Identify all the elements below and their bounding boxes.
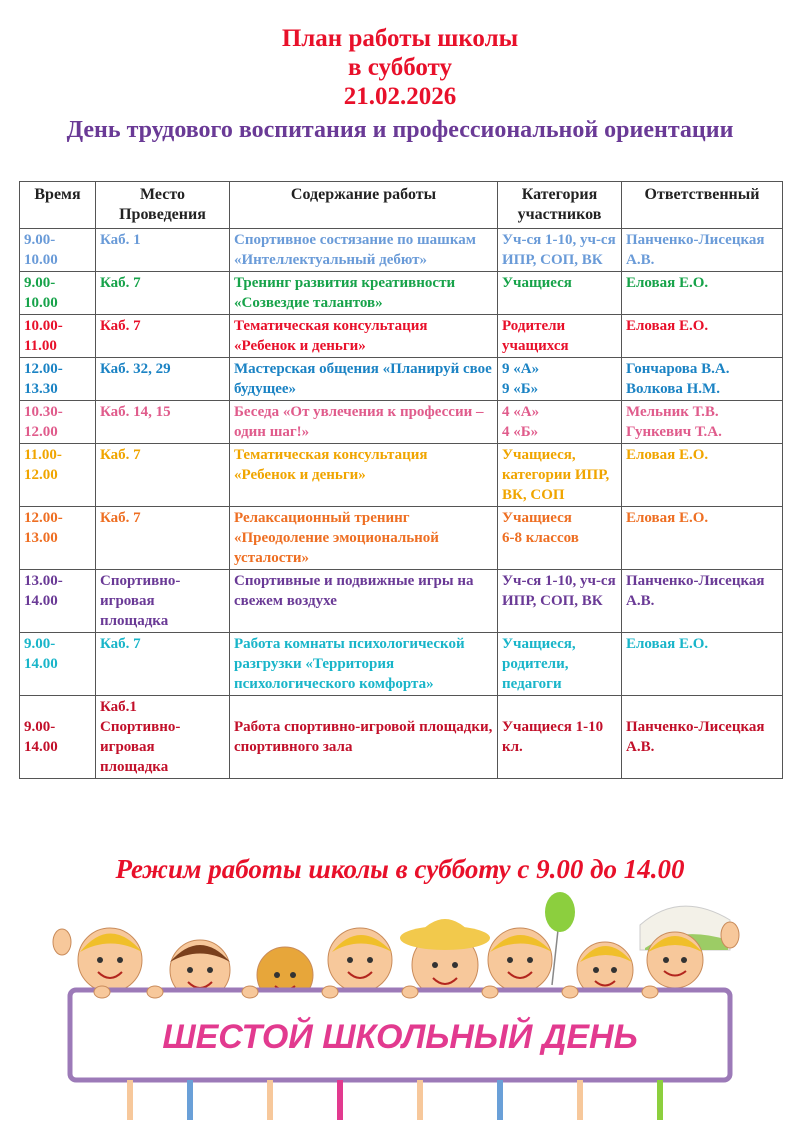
table-row <box>20 444 783 507</box>
cell-content: Работа спортивно-игровой площадки, спортивного зала <box>230 696 498 779</box>
cell-content: Спортивное состязание по шашкам «Интеллектуальный дебют» <box>230 229 498 272</box>
cell-place: Каб. 7 <box>96 507 230 570</box>
table-row <box>20 696 783 779</box>
cell-responsible: Панченко-Лисецкая А.В. <box>622 229 783 272</box>
cell-responsible: Гончарова В.А. Волкова Н.М. <box>622 358 783 401</box>
page-subtitle: День трудового воспитания и профессиональной ориентации <box>66 117 734 143</box>
cell-place: Каб.1 Спортивно-игровая площадка <box>96 696 230 779</box>
col-header-place: Место Проведения <box>96 182 230 229</box>
cell-category: 9 «А» 9 «Б» <box>498 358 622 401</box>
cell-time: 12.00- 13.00 <box>20 507 96 570</box>
cell-place: Каб. 14, 15 <box>96 401 230 444</box>
title-date: 21.02.2026 <box>343 83 457 110</box>
working-hours-note: Режим работы школы в субботу с 9.00 до 14.00 <box>115 854 685 884</box>
col-header-responsible: Ответственный <box>622 182 783 229</box>
cell-time: 9.00- 10.00 <box>20 272 96 315</box>
title-line-1: План работы школы <box>281 25 519 52</box>
cell-category: Уч-ся 1-10, уч-ся ИПР, СОП, ВК <box>498 229 622 272</box>
cell-content: Спортивные и подвижные игры на свежем воздухе <box>230 570 498 633</box>
cell-time: 9.00- 10.00 <box>20 229 96 272</box>
table-row <box>20 570 783 633</box>
cell-content: Тематическая консультация «Ребенок и деньги» <box>230 444 498 507</box>
cell-time: 11.00- 12.00 <box>20 444 96 507</box>
table-row <box>20 315 783 358</box>
cell-category: 4 «А» 4 «Б» <box>498 401 622 444</box>
cell-time: 10.00- 11.00 <box>20 315 96 358</box>
cell-category: Учащиеся, родители, педагоги <box>498 633 622 696</box>
cell-responsible: Панченко-Лисецкая А.В. <box>622 570 783 633</box>
cell-content: Работа комнаты психологической разгрузки «Территория психологического комфорта» <box>230 633 498 696</box>
cell-category: Уч-ся 1-10, уч-ся ИПР, СОП, ВК <box>498 570 622 633</box>
cell-category: Учащиеся <box>498 272 622 315</box>
cell-place: Каб. 1 <box>96 229 230 272</box>
table-header-row <box>20 182 783 229</box>
cell-responsible: Еловая Е.О. <box>622 444 783 507</box>
cell-category: Родители учащихся <box>498 315 622 358</box>
cell-time: 12.00- 13.30 <box>20 358 96 401</box>
cell-content: Релаксационный тренинг «Преодоление эмоциональной усталости» <box>230 507 498 570</box>
children-banner-illustration <box>40 890 760 1125</box>
schedule-table <box>19 181 783 779</box>
cell-responsible: Мельник Т.В. Гункевич Т.А. <box>622 401 783 444</box>
cell-place: Спортивно-игровая площадка <box>96 570 230 633</box>
cell-place: Каб. 7 <box>96 633 230 696</box>
cell-place: Каб. 7 <box>96 272 230 315</box>
cell-content: Беседа «От увлечения к профессии – один шаг!» <box>230 401 498 444</box>
cell-time: 9.00- 14.00 <box>20 633 96 696</box>
table-row <box>20 229 783 272</box>
table-row <box>20 272 783 315</box>
cell-category: Учащиеся 1-10 кл. <box>498 696 622 779</box>
banner-text: ШЕСТОЙ ШКОЛЬНЫЙ ДЕНЬ <box>162 1018 638 1056</box>
cell-time: 9.00- 14.00 <box>20 696 96 779</box>
cell-place: Каб. 7 <box>96 315 230 358</box>
cell-content: Мастерская общения «Планируй свое будущее» <box>230 358 498 401</box>
cell-place: Каб. 32, 29 <box>96 358 230 401</box>
table-row <box>20 401 783 444</box>
col-header-content: Содержание работы <box>230 182 498 229</box>
table-row <box>20 358 783 401</box>
cell-responsible: Еловая Е.О. <box>622 315 783 358</box>
cell-time: 13.00- 14.00 <box>20 570 96 633</box>
cell-responsible: Панченко-Лисецкая А.В. <box>622 696 783 779</box>
cell-content: Тематическая консультация «Ребенок и деньги» <box>230 315 498 358</box>
cell-responsible: Еловая Е.О. <box>622 633 783 696</box>
page-header <box>0 24 800 145</box>
cell-place: Каб. 7 <box>96 444 230 507</box>
table-body <box>20 229 783 779</box>
cell-content: Тренинг развития креативности «Созвездие талантов» <box>230 272 498 315</box>
cell-responsible: Еловая Е.О. <box>622 507 783 570</box>
table-row <box>20 633 783 696</box>
cell-category: Учащиеся 6-8 классов <box>498 507 622 570</box>
cell-responsible: Еловая Е.О. <box>622 272 783 315</box>
col-header-time: Время <box>20 182 96 229</box>
cell-category: Учащиеся, категории ИПР, ВК, СОП <box>498 444 622 507</box>
title-line-2: в субботу <box>348 54 452 81</box>
table-row <box>20 507 783 570</box>
col-header-category: Категория участников <box>498 182 622 229</box>
cell-time: 10.30- 12.00 <box>20 401 96 444</box>
